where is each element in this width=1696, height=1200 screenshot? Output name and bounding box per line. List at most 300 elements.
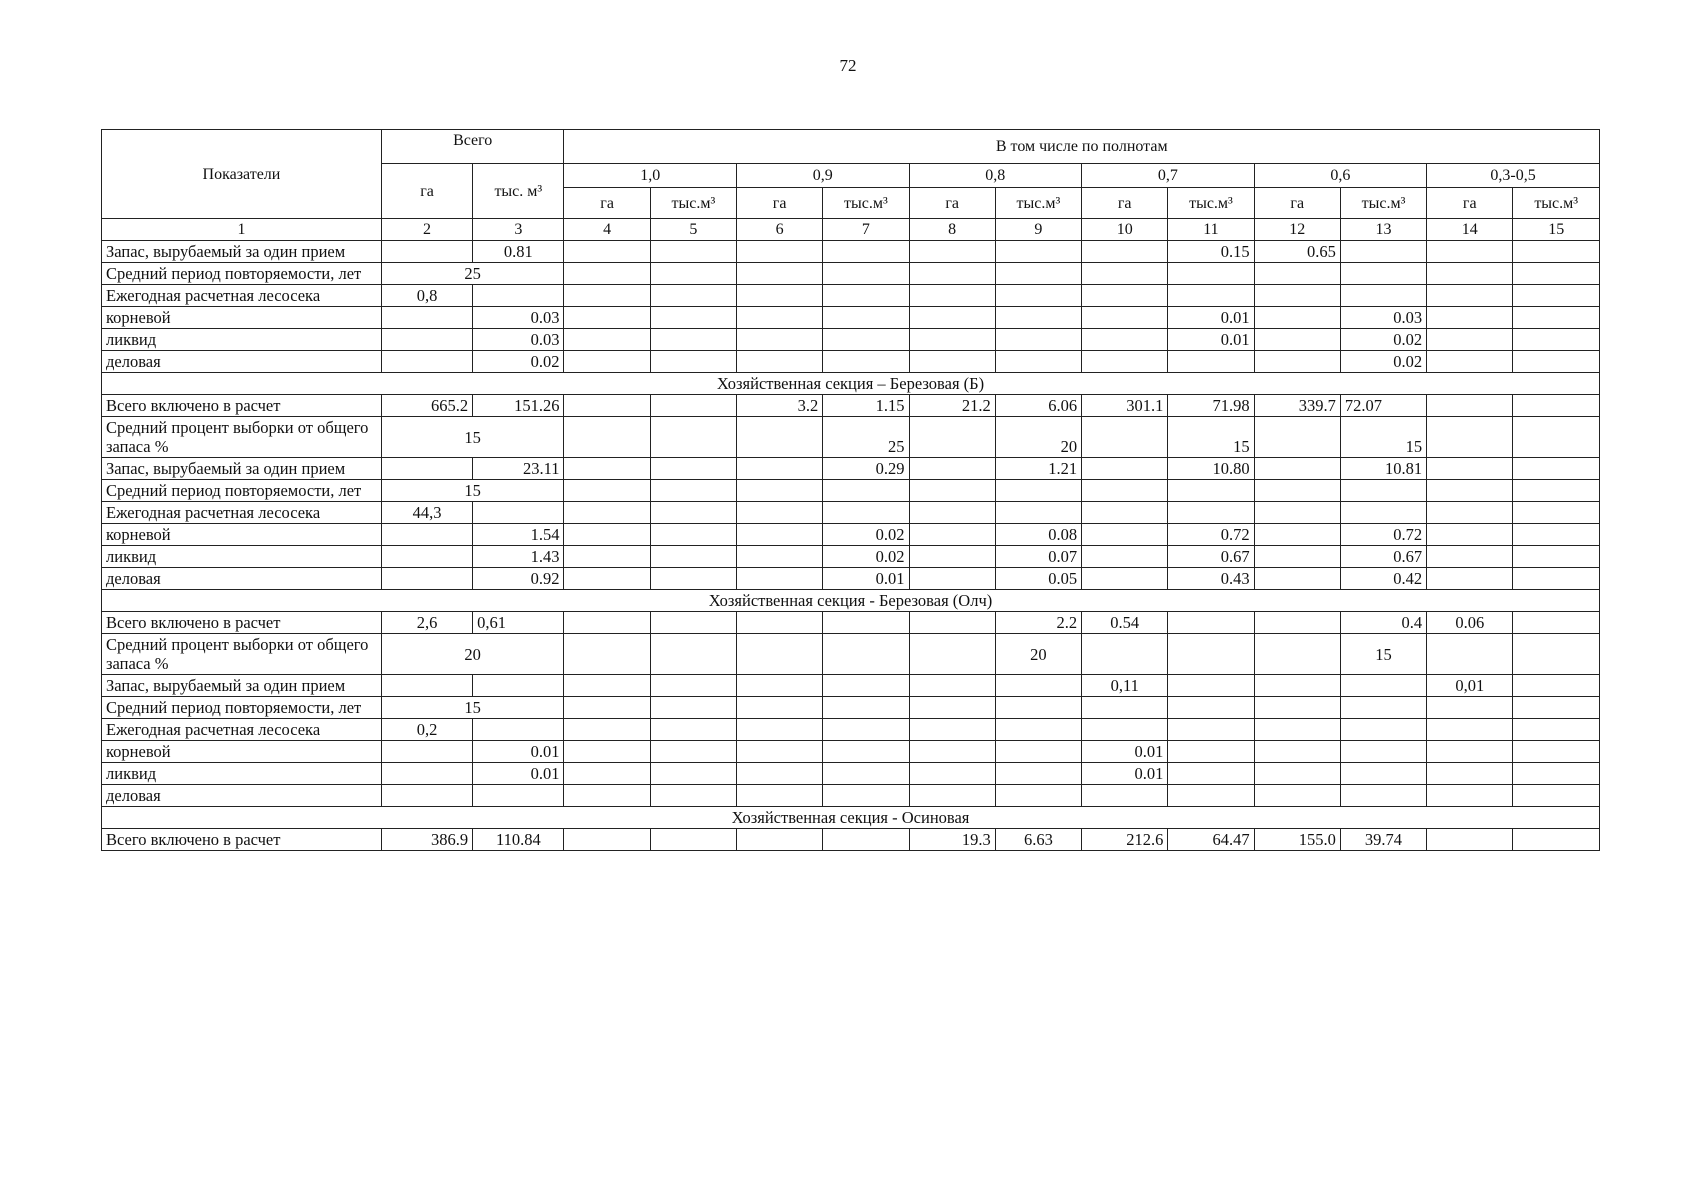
table-cell: 21.2 xyxy=(909,395,995,417)
table-cell: 1.15 xyxy=(823,395,909,417)
table-cell: 0.4 xyxy=(1340,612,1426,634)
row-label: корневой xyxy=(102,307,382,329)
table-cell: 3.2 xyxy=(737,395,823,417)
empty-cell xyxy=(1513,675,1600,697)
row-label: деловая xyxy=(102,785,382,807)
empty-cell xyxy=(1254,546,1340,568)
empty-cell xyxy=(1427,634,1513,675)
empty-cell xyxy=(909,458,995,480)
empty-cell xyxy=(1427,263,1513,285)
empty-cell xyxy=(995,351,1081,373)
empty-cell xyxy=(909,741,995,763)
empty-cell xyxy=(473,785,564,807)
table-cell: 25 xyxy=(823,417,909,458)
empty-cell xyxy=(650,502,736,524)
empty-cell xyxy=(909,634,995,675)
empty-cell xyxy=(909,568,995,590)
empty-cell xyxy=(737,829,823,851)
empty-cell xyxy=(1427,458,1513,480)
empty-cell xyxy=(381,351,472,373)
empty-cell xyxy=(1340,675,1426,697)
empty-cell xyxy=(1340,785,1426,807)
empty-cell xyxy=(823,241,909,263)
column-number: 2 xyxy=(381,219,472,241)
empty-cell xyxy=(995,480,1081,502)
table-row xyxy=(102,763,1600,785)
table-cell: 20 xyxy=(995,634,1081,675)
column-number: 13 xyxy=(1340,219,1426,241)
header-by-density: В том числе по полнотам xyxy=(564,130,1600,164)
empty-cell xyxy=(564,480,650,502)
section-title: Хозяйственная секция - Березовая (Олч) xyxy=(102,590,1600,612)
table-cell: 0.02 xyxy=(823,546,909,568)
empty-cell xyxy=(1427,785,1513,807)
header-unit-volume: тыс.м³ xyxy=(995,188,1081,219)
table-body xyxy=(102,241,1600,851)
table-row xyxy=(102,285,1600,307)
table-cell: 1.54 xyxy=(473,524,564,546)
header-indicators: Показатели xyxy=(102,130,382,219)
empty-cell xyxy=(650,612,736,634)
empty-cell xyxy=(1082,329,1168,351)
row-label: деловая xyxy=(102,568,382,590)
column-number: 11 xyxy=(1168,219,1254,241)
row-label: ликвид xyxy=(102,329,382,351)
empty-cell xyxy=(1513,395,1600,417)
empty-cell xyxy=(1082,502,1168,524)
empty-cell xyxy=(564,241,650,263)
empty-cell xyxy=(1513,524,1600,546)
header-density-1: 1,0 xyxy=(564,164,737,188)
empty-cell xyxy=(1082,417,1168,458)
header-density-4: 0,7 xyxy=(1082,164,1255,188)
empty-cell xyxy=(737,351,823,373)
table-cell: 1.21 xyxy=(995,458,1081,480)
empty-cell xyxy=(909,763,995,785)
table-cell: 0,8 xyxy=(381,285,472,307)
table-row xyxy=(102,329,1600,351)
empty-cell xyxy=(909,263,995,285)
empty-cell xyxy=(1427,307,1513,329)
empty-cell xyxy=(564,458,650,480)
empty-cell xyxy=(564,417,650,458)
table-cell: 2.2 xyxy=(995,612,1081,634)
empty-cell xyxy=(650,263,736,285)
empty-cell xyxy=(909,785,995,807)
table-cell: 15 xyxy=(381,480,564,502)
section-title: Хозяйственная секция – Березовая (Б) xyxy=(102,373,1600,395)
row-label: Ежегодная расчетная лесосека xyxy=(102,719,382,741)
table-row xyxy=(102,263,1600,285)
empty-cell xyxy=(473,285,564,307)
table-cell: 6.06 xyxy=(995,395,1081,417)
empty-cell xyxy=(381,241,472,263)
table-cell: 0.02 xyxy=(1340,329,1426,351)
section-header-row xyxy=(102,590,1600,612)
empty-cell xyxy=(1082,241,1168,263)
empty-cell xyxy=(1254,458,1340,480)
empty-cell xyxy=(650,785,736,807)
row-label: Средний процент выборки от общего запаса % xyxy=(102,634,382,675)
empty-cell xyxy=(1513,763,1600,785)
table-cell: 0.01 xyxy=(1168,307,1254,329)
table-cell: 0.15 xyxy=(1168,241,1254,263)
empty-cell xyxy=(564,612,650,634)
empty-cell xyxy=(909,502,995,524)
empty-cell xyxy=(650,395,736,417)
empty-cell xyxy=(1340,263,1426,285)
empty-cell xyxy=(381,524,472,546)
empty-cell xyxy=(995,263,1081,285)
empty-cell xyxy=(381,675,472,697)
empty-cell xyxy=(995,307,1081,329)
empty-cell xyxy=(564,763,650,785)
table-cell: 71.98 xyxy=(1168,395,1254,417)
empty-cell xyxy=(909,285,995,307)
table-cell: 0.01 xyxy=(473,763,564,785)
empty-cell xyxy=(650,480,736,502)
table-cell: 0.67 xyxy=(1168,546,1254,568)
empty-cell xyxy=(1082,285,1168,307)
empty-cell xyxy=(1168,351,1254,373)
empty-cell xyxy=(650,741,736,763)
row-label: Средний процент выборки от общего запаса % xyxy=(102,417,382,458)
table-cell: 0.06 xyxy=(1427,612,1513,634)
table-cell: 0.72 xyxy=(1340,524,1426,546)
empty-cell xyxy=(737,763,823,785)
empty-cell xyxy=(1082,480,1168,502)
table-cell: 0.01 xyxy=(1082,763,1168,785)
empty-cell xyxy=(1340,697,1426,719)
table-cell: 39.74 xyxy=(1340,829,1426,851)
table-cell: 0.03 xyxy=(1340,307,1426,329)
empty-cell xyxy=(1254,697,1340,719)
empty-cell xyxy=(650,329,736,351)
empty-cell xyxy=(1427,829,1513,851)
empty-cell xyxy=(1340,741,1426,763)
table-cell: 0,2 xyxy=(381,719,472,741)
empty-cell xyxy=(1168,785,1254,807)
table-cell: 151.26 xyxy=(473,395,564,417)
empty-cell xyxy=(1254,634,1340,675)
empty-cell xyxy=(1513,329,1600,351)
table-cell: 15 xyxy=(1340,634,1426,675)
empty-cell xyxy=(381,307,472,329)
column-number: 3 xyxy=(473,219,564,241)
table-row xyxy=(102,307,1600,329)
header-unit-volume: тыс.м³ xyxy=(1340,188,1426,219)
empty-cell xyxy=(995,741,1081,763)
table-cell: 0.43 xyxy=(1168,568,1254,590)
empty-cell xyxy=(1513,741,1600,763)
column-number: 8 xyxy=(909,219,995,241)
empty-cell xyxy=(909,417,995,458)
table-cell: 339.7 xyxy=(1254,395,1340,417)
empty-cell xyxy=(737,417,823,458)
column-number: 5 xyxy=(650,219,736,241)
empty-cell xyxy=(737,546,823,568)
empty-cell xyxy=(1513,502,1600,524)
empty-cell xyxy=(650,546,736,568)
header-total: Всего xyxy=(381,130,564,164)
table-row xyxy=(102,480,1600,502)
section-header-row xyxy=(102,373,1600,395)
empty-cell xyxy=(1340,241,1426,263)
table-cell: 0.01 xyxy=(1168,329,1254,351)
table-cell: 0.92 xyxy=(473,568,564,590)
header-unit-ha: га xyxy=(737,188,823,219)
table-cell: 1.43 xyxy=(473,546,564,568)
empty-cell xyxy=(1513,241,1600,263)
empty-cell xyxy=(564,741,650,763)
empty-cell xyxy=(1513,829,1600,851)
empty-cell xyxy=(995,763,1081,785)
column-number: 4 xyxy=(564,219,650,241)
empty-cell xyxy=(737,307,823,329)
empty-cell xyxy=(1427,697,1513,719)
empty-cell xyxy=(650,241,736,263)
table-cell: 301.1 xyxy=(1082,395,1168,417)
table-cell: 0.02 xyxy=(1340,351,1426,373)
empty-cell xyxy=(909,329,995,351)
empty-cell xyxy=(1168,741,1254,763)
empty-cell xyxy=(1254,502,1340,524)
row-label: Средний период повторяемости, лет xyxy=(102,263,382,285)
empty-cell xyxy=(909,612,995,634)
table-cell: 0.54 xyxy=(1082,612,1168,634)
empty-cell xyxy=(650,568,736,590)
empty-cell xyxy=(737,719,823,741)
empty-cell xyxy=(1082,568,1168,590)
empty-cell xyxy=(1254,480,1340,502)
empty-cell xyxy=(1082,351,1168,373)
empty-cell xyxy=(381,741,472,763)
empty-cell xyxy=(737,785,823,807)
table-cell: 15 xyxy=(381,417,564,458)
empty-cell xyxy=(823,263,909,285)
empty-cell xyxy=(1082,524,1168,546)
empty-cell xyxy=(564,395,650,417)
empty-cell xyxy=(1168,263,1254,285)
empty-cell xyxy=(823,634,909,675)
empty-cell xyxy=(737,675,823,697)
empty-cell xyxy=(737,329,823,351)
row-label: ликвид xyxy=(102,546,382,568)
empty-cell xyxy=(1427,241,1513,263)
empty-cell xyxy=(381,763,472,785)
empty-cell xyxy=(1082,719,1168,741)
empty-cell xyxy=(995,675,1081,697)
empty-cell xyxy=(650,697,736,719)
empty-cell xyxy=(650,285,736,307)
empty-cell xyxy=(823,480,909,502)
empty-cell xyxy=(1254,307,1340,329)
empty-cell xyxy=(1427,719,1513,741)
empty-cell xyxy=(737,524,823,546)
table-cell: 0.01 xyxy=(823,568,909,590)
empty-cell xyxy=(823,697,909,719)
empty-cell xyxy=(1168,502,1254,524)
table-cell: 110.84 xyxy=(473,829,564,851)
table-row xyxy=(102,634,1600,675)
empty-cell xyxy=(1513,480,1600,502)
empty-cell xyxy=(650,763,736,785)
empty-cell xyxy=(1082,546,1168,568)
empty-cell xyxy=(909,307,995,329)
empty-cell xyxy=(823,785,909,807)
empty-cell xyxy=(909,524,995,546)
table-cell: 72.07 xyxy=(1340,395,1426,417)
empty-cell xyxy=(1427,741,1513,763)
empty-cell xyxy=(1254,612,1340,634)
table-row xyxy=(102,395,1600,417)
table-cell: 6.63 xyxy=(995,829,1081,851)
empty-cell xyxy=(650,634,736,675)
header-unit-volume: тыс.м³ xyxy=(1513,188,1600,219)
column-number: 10 xyxy=(1082,219,1168,241)
row-label: деловая xyxy=(102,351,382,373)
row-label: Средний период повторяемости, лет xyxy=(102,480,382,502)
table-cell: 2,6 xyxy=(381,612,472,634)
empty-cell xyxy=(995,697,1081,719)
table-cell: 0.05 xyxy=(995,568,1081,590)
empty-cell xyxy=(564,675,650,697)
empty-cell xyxy=(650,524,736,546)
table-cell: 0.81 xyxy=(473,241,564,263)
table-cell: 0.72 xyxy=(1168,524,1254,546)
empty-cell xyxy=(737,285,823,307)
empty-cell xyxy=(823,719,909,741)
empty-cell xyxy=(737,502,823,524)
empty-cell xyxy=(1513,307,1600,329)
header-density-5: 0,6 xyxy=(1254,164,1427,188)
empty-cell xyxy=(1082,307,1168,329)
empty-cell xyxy=(650,458,736,480)
empty-cell xyxy=(1513,785,1600,807)
empty-cell xyxy=(737,458,823,480)
empty-cell xyxy=(1427,417,1513,458)
empty-cell xyxy=(1513,546,1600,568)
empty-cell xyxy=(564,634,650,675)
empty-cell xyxy=(1168,763,1254,785)
empty-cell xyxy=(1168,697,1254,719)
page-number: 72 xyxy=(839,56,857,75)
empty-cell xyxy=(650,675,736,697)
empty-cell xyxy=(1168,634,1254,675)
table-row xyxy=(102,785,1600,807)
empty-cell xyxy=(1168,285,1254,307)
empty-cell xyxy=(1082,263,1168,285)
table-row xyxy=(102,675,1600,697)
column-number: 1 xyxy=(102,219,382,241)
empty-cell xyxy=(1254,719,1340,741)
empty-cell xyxy=(1427,329,1513,351)
table-cell: 20 xyxy=(995,417,1081,458)
empty-cell xyxy=(737,568,823,590)
header-unit-volume: тыс.м³ xyxy=(1168,188,1254,219)
row-label: Всего включено в расчет xyxy=(102,395,382,417)
empty-cell xyxy=(564,568,650,590)
table-row xyxy=(102,524,1600,546)
table-cell: 0.03 xyxy=(473,329,564,351)
header-density-3: 0,8 xyxy=(909,164,1082,188)
column-number: 9 xyxy=(995,219,1081,241)
empty-cell xyxy=(1254,524,1340,546)
header-total-ha: га xyxy=(381,164,472,219)
table-cell: 10.81 xyxy=(1340,458,1426,480)
empty-cell xyxy=(1513,351,1600,373)
table-cell: 19.3 xyxy=(909,829,995,851)
empty-cell xyxy=(909,719,995,741)
empty-cell xyxy=(1340,480,1426,502)
empty-cell xyxy=(473,719,564,741)
empty-cell xyxy=(1427,395,1513,417)
table-row xyxy=(102,719,1600,741)
empty-cell xyxy=(823,763,909,785)
empty-cell xyxy=(823,741,909,763)
table-cell: 64.47 xyxy=(1168,829,1254,851)
empty-cell xyxy=(650,307,736,329)
column-number: 7 xyxy=(823,219,909,241)
table-cell: 0.42 xyxy=(1340,568,1426,590)
empty-cell xyxy=(1513,458,1600,480)
table-row xyxy=(102,502,1600,524)
row-label: корневой xyxy=(102,524,382,546)
column-number: 12 xyxy=(1254,219,1340,241)
header-unit-ha: га xyxy=(1082,188,1168,219)
empty-cell xyxy=(650,829,736,851)
empty-cell xyxy=(650,719,736,741)
table-cell: 0.29 xyxy=(823,458,909,480)
empty-cell xyxy=(1513,634,1600,675)
empty-cell xyxy=(564,285,650,307)
empty-cell xyxy=(381,785,472,807)
empty-cell xyxy=(1340,719,1426,741)
empty-cell xyxy=(1513,417,1600,458)
empty-cell xyxy=(1082,697,1168,719)
empty-cell xyxy=(995,329,1081,351)
empty-cell xyxy=(737,480,823,502)
empty-cell xyxy=(1427,480,1513,502)
empty-cell xyxy=(1082,785,1168,807)
empty-cell xyxy=(564,697,650,719)
empty-cell xyxy=(909,241,995,263)
table-cell: 15 xyxy=(1340,417,1426,458)
empty-cell xyxy=(1254,263,1340,285)
empty-cell xyxy=(823,829,909,851)
header-density-2: 0,9 xyxy=(737,164,910,188)
row-label: Запас, вырубаемый за один прием xyxy=(102,675,382,697)
empty-cell xyxy=(909,480,995,502)
table-row xyxy=(102,458,1600,480)
table-cell: 665.2 xyxy=(381,395,472,417)
row-label: Ежегодная расчетная лесосека xyxy=(102,502,382,524)
row-label: Всего включено в расчет xyxy=(102,612,382,634)
empty-cell xyxy=(564,785,650,807)
empty-cell xyxy=(473,502,564,524)
empty-cell xyxy=(1340,763,1426,785)
empty-cell xyxy=(909,351,995,373)
empty-cell xyxy=(823,307,909,329)
empty-cell xyxy=(1427,502,1513,524)
empty-cell xyxy=(1254,763,1340,785)
empty-cell xyxy=(1513,263,1600,285)
empty-cell xyxy=(650,351,736,373)
empty-cell xyxy=(564,719,650,741)
table-cell: 0.07 xyxy=(995,546,1081,568)
table-cell: 0.01 xyxy=(1082,741,1168,763)
column-number: 15 xyxy=(1513,219,1600,241)
